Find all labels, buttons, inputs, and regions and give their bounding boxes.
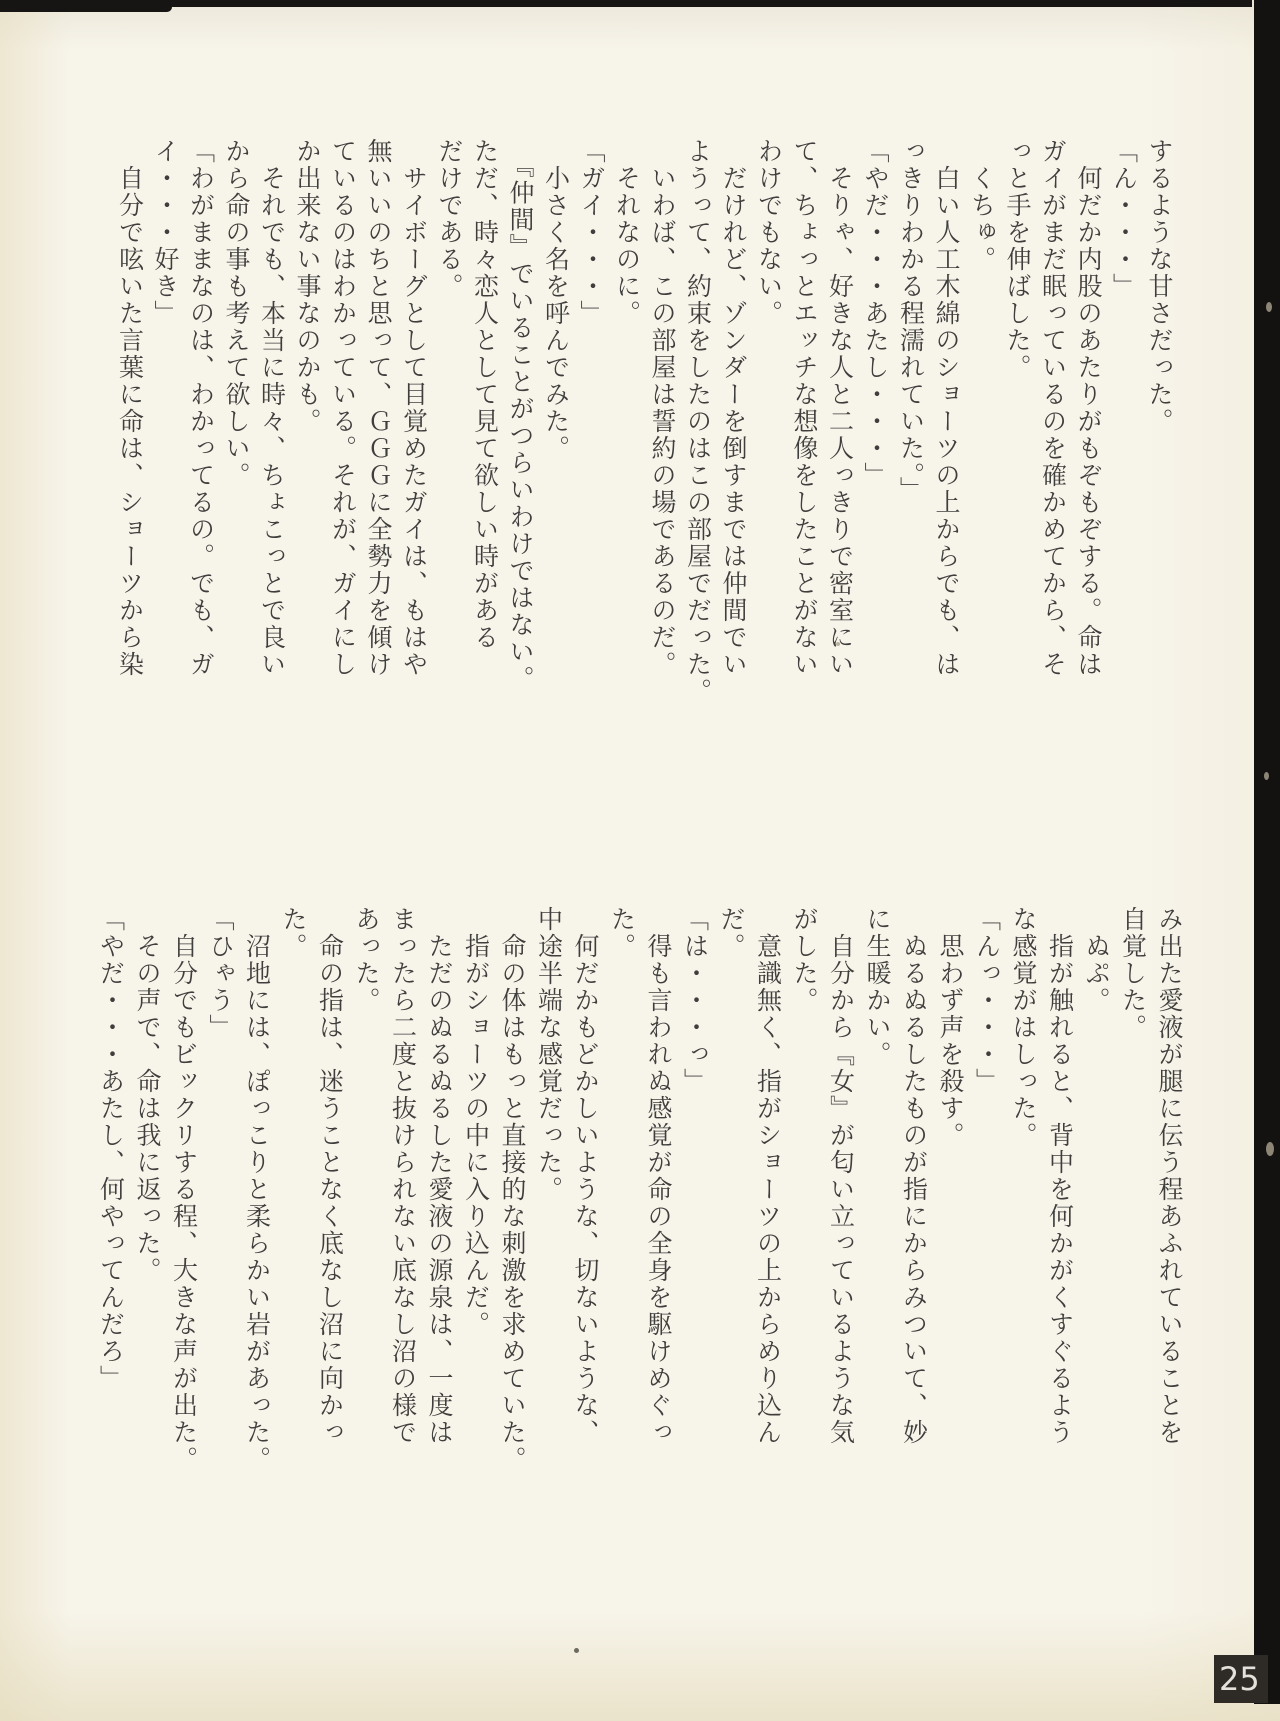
text-column: まったら二度と抜けられない底なし沼の様で: [388, 906, 416, 1446]
scan-speck: [1266, 1142, 1274, 1156]
text-column: ようって、約束をしたのはこの部屋でだった。: [683, 138, 711, 705]
text-column: 白い人工木綿のショーツの上からでも、は: [932, 138, 959, 678]
top-text-block: [111, 138, 1176, 716]
text-column: サイボーグとして目覚めたガイは、もはや: [399, 138, 427, 678]
text-column: た。: [279, 906, 306, 960]
text-column: 指がショーツの中に入り込んだ。: [461, 906, 489, 1338]
text-column: 指が触れると、背中を何かがくすぐるよう: [1045, 906, 1073, 1446]
text-column: 意識無く、指がショーツの上からめり込ん: [753, 906, 781, 1446]
text-column: だ。: [717, 906, 744, 960]
text-column: 何だか内股のあたりがもぞもぞする。命は: [1074, 138, 1101, 678]
text-column: 自分で呟いた言葉に命は、ショーツから染: [115, 138, 143, 678]
text-column: 「は・・・っ」: [680, 906, 708, 1095]
text-column: な感覚がはしった。: [1009, 906, 1036, 1149]
scan-top-left-corner-artifact: [0, 0, 172, 12]
page-number: 25: [1219, 1660, 1260, 1698]
text-column: み出た愛液が腿に伝う程あふれていることを: [1155, 906, 1182, 1446]
scan-speck: [1264, 772, 1269, 780]
text-column: ているのはわかっている。それが、ガイにし: [328, 138, 356, 678]
text-column: だけれど、ゾンダーを倒すまでは仲間でい: [719, 138, 746, 678]
text-column: わけでもない。: [754, 138, 782, 327]
text-column: 中途半端な感覚だった。: [534, 906, 562, 1203]
text-column: 沼地には、ぽっこりと柔らかい岩があった。: [242, 906, 270, 1473]
page-number-box: [1214, 1655, 1268, 1703]
text-column: か出来ない事なのかも。: [293, 138, 320, 435]
text-column: 『仲間』でいることがつらいわけではない。: [506, 138, 533, 693]
text-column: 思わず声を殺す。: [936, 906, 963, 1149]
text-column: ぬるぬるしたものが指にからみついて、妙: [899, 906, 927, 1446]
text-column: 「やだ・・・あたし・・・」: [861, 138, 888, 489]
text-column: それでも、本当に時々、ちょこっとで良い: [257, 138, 285, 678]
text-column: 「ん・・・」: [1109, 138, 1137, 300]
text-column: ただのぬるぬるした愛液の源泉は、一度は: [425, 906, 452, 1446]
text-column: に生暖かい。: [863, 906, 890, 1068]
text-column: ガイがまだ眠っているのを確かめてから、そ: [1038, 138, 1066, 678]
text-column: がした。: [790, 906, 817, 1014]
scan-right-edge-strip: [1254, 0, 1280, 1704]
text-column: 命の指は、迷うことなく底なし沼に向かっ: [315, 906, 343, 1446]
text-column: くちゅ。: [967, 138, 995, 273]
text-column: 自分でもビックリする程、大きな声が出た。: [169, 906, 197, 1473]
text-column: あった。: [352, 906, 379, 1014]
text-column: その声で、命は我に返った。: [133, 906, 160, 1284]
text-column: 自覚した。: [1118, 906, 1146, 1041]
text-column: それなのに。: [612, 138, 640, 327]
text-column: 得も言われぬ感覚が命の全身を駆けめぐっ: [644, 906, 671, 1446]
text-column: 「ひゃう」: [206, 906, 233, 1041]
text-column: 「わがままなのは、わかってるの。でも、ガ: [186, 138, 214, 678]
bottom-text-block: [91, 906, 1186, 1484]
text-column: 命の体はもっと直接的な刺激を求めていた。: [498, 906, 525, 1473]
text-column: て、ちょっとエッチな想像をしたことがない: [790, 138, 817, 678]
scan-speck: [574, 1648, 579, 1653]
scan-top-edge-artifact: [0, 0, 1252, 7]
scan-speck: [1266, 302, 1272, 312]
text-column: っと手を伸ばした。: [1003, 138, 1030, 381]
text-column: 小さく名を呼んでみた。: [541, 138, 569, 462]
text-column: するような甘さだった。: [1145, 138, 1172, 435]
text-column: いわば、この部屋は誓約の場であるのだ。: [648, 138, 675, 678]
text-column: そりゃ、好きな人と二人っきりで密室にい: [825, 138, 853, 678]
text-column: 自分から『女』が匂い立っているような気: [826, 906, 854, 1446]
text-column: イ・・・好き」: [151, 138, 178, 327]
text-column: 「ガイ・・・」: [577, 138, 604, 327]
text-column: から命の事も考えて欲しい。: [222, 138, 249, 489]
text-column: た。: [607, 906, 635, 960]
text-column: ただ、時々恋人として見て欲しい時がある: [470, 138, 498, 651]
text-column: 何だかもどかしいような、切ないような、: [571, 906, 598, 1446]
text-column: ぬぷ。: [1082, 906, 1109, 1014]
text-column: 「やだ・・・あたし、何やってんだろ」: [96, 906, 124, 1392]
text-column: っきりわかる程濡れていた。」: [896, 138, 924, 504]
text-column: だけである。: [435, 138, 462, 300]
text-column: 「んっ・・・」: [972, 906, 1000, 1095]
text-column: 無いいのちと思って、ＧＧＧに全勢力を傾け: [364, 138, 391, 678]
